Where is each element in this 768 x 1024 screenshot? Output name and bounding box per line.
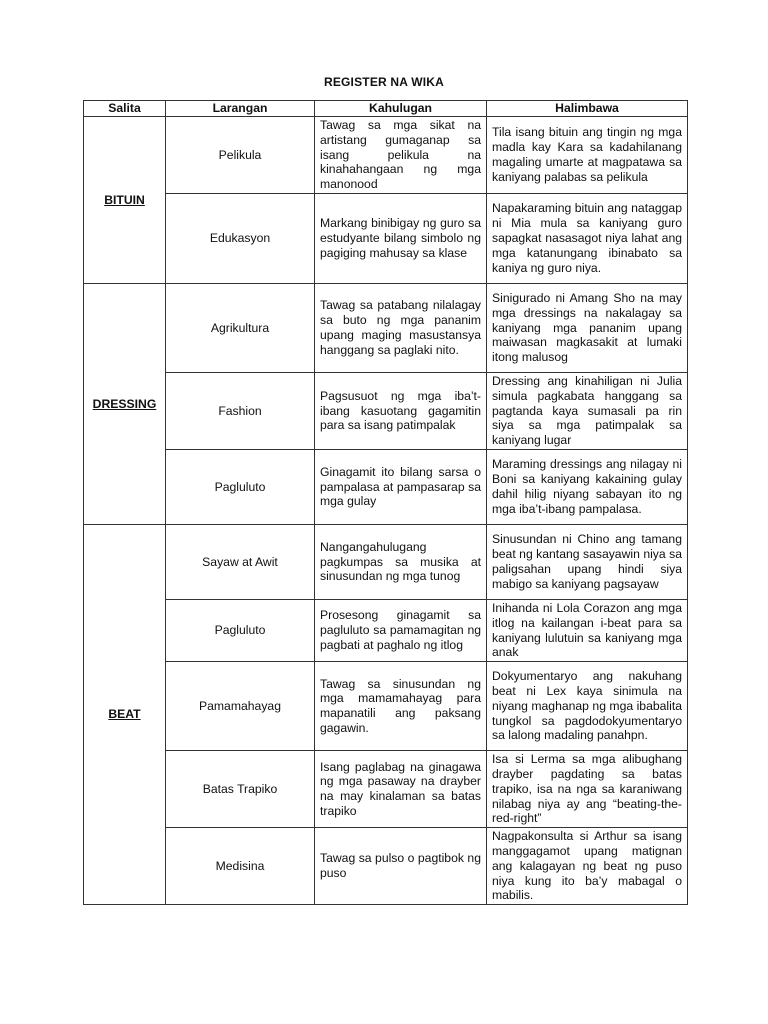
- word-cell: BITUIN: [84, 117, 166, 284]
- example-cell: Maraming dressings ang nilagay ni Boni sa kaniyang kakaining gulay dahil hilig niyang sabayan ito ng mga iba’t-ibang pampalasa.: [487, 449, 688, 524]
- field-cell: Pagluluto: [166, 599, 315, 661]
- example-cell: Sinigurado ni Amang Sho na may mga dressings na nakalagay sa kaniyang mga pananim upang maiwasan magkasakit at lumaki itong malusog: [487, 283, 688, 372]
- field-cell: Fashion: [166, 372, 315, 449]
- document-title: REGISTER NA WIKA: [323, 75, 445, 89]
- field-cell: Pagluluto: [166, 449, 315, 524]
- header-row: [84, 101, 688, 117]
- header-kahulugan: Kahulugan: [315, 101, 487, 117]
- table-row: [84, 751, 688, 828]
- table-header: [84, 101, 688, 117]
- word-cell: BEAT: [84, 524, 166, 904]
- meaning-cell: Isang paglabag na ginagawa ng mga pasaway na drayber na may kinalaman sa batas trapiko: [315, 751, 487, 828]
- table-row: [84, 117, 688, 194]
- header-larangan: Larangan: [166, 101, 315, 117]
- field-cell: Pamamahayag: [166, 662, 315, 751]
- meaning-cell: Markang binibigay ng guro sa estudyante bilang simbolo ng pagiging mahusay sa klase: [315, 193, 487, 283]
- example-cell: Isa si Lerma sa mga alibughang drayber pagdating sa batas trapiko, isa na nga sa karaniwang nilabag niya ay ang “beating-the-red-right”: [487, 751, 688, 828]
- table-row: [84, 193, 688, 283]
- meaning-cell: Prosesong ginagamit sa pagluluto sa pamamagitan ng pagbati at paghalo ng itlog: [315, 599, 487, 661]
- field-cell: Pelikula: [166, 117, 315, 194]
- example-cell: Tila isang bituin ang tingin ng mga madla kay Kara sa kadahilanang magaling umarte at magpatawa sa kaniyang palabas sa pelikula: [487, 117, 688, 194]
- table-row: [84, 599, 688, 661]
- meaning-cell: Nangangahulugang pagkumpas sa musika at sinusundan ng mga tunog: [315, 524, 487, 599]
- table-row: [84, 524, 688, 599]
- header-halimbawa: Halimbawa: [487, 101, 688, 117]
- word-cell: DRESSING: [84, 283, 166, 524]
- field-cell: Agrikultura: [166, 283, 315, 372]
- meaning-cell: Ginagamit ito bilang sarsa o pampalasa at pampasarap sa mga gulay: [315, 449, 487, 524]
- meaning-cell: Tawag sa sinusundan ng mga mamamahayag para mapanatili ang paksang gagawin.: [315, 662, 487, 751]
- example-cell: Inihanda ni Lola Corazon ang mga itlog na kailangan i-beat para sa kaniyang lulutuin sa kaniyang mga anak: [487, 599, 688, 661]
- meaning-cell: Tawag sa mga sikat na artistang gumaganap sa isang pelikula na kinahahangaan ng mga manonood: [315, 117, 487, 194]
- register-table: [83, 100, 688, 905]
- table-body: [84, 117, 688, 905]
- field-cell: Batas Trapiko: [166, 751, 315, 828]
- table-row: [84, 283, 688, 372]
- table-row: [84, 828, 688, 905]
- table-row: [84, 662, 688, 751]
- header-salita: Salita: [84, 101, 166, 117]
- example-cell: Napakaraming bituin ang nataggap ni Mia mula sa kaniyang guro sapagkat nasasagot niya lahat ang mga katanungang ibinabato sa kaniya ng guro niya.: [487, 193, 688, 283]
- example-cell: Sinusundan ni Chino ang tamang beat ng kantang sasayawin niya sa paligsahan upang hindi siya mabigo sa kaniyang pagsayaw: [487, 524, 688, 599]
- field-cell: Edukasyon: [166, 193, 315, 283]
- field-cell: Sayaw at Awit: [166, 524, 315, 599]
- field-cell: Medisina: [166, 828, 315, 905]
- table-row: [84, 372, 688, 449]
- example-cell: Nagpakonsulta si Arthur sa isang manggagamot upang matignan ang kalagayan ng beat ng puso niya kung ito ba’y mabagal o mabilis.: [487, 828, 688, 905]
- table-row: [84, 449, 688, 524]
- meaning-cell: Tawag sa pulso o pagtibok ng puso: [315, 828, 487, 905]
- meaning-cell: Tawag sa patabang nilalagay sa buto ng mga pananim upang maging masustansya hanggang sa paglaki nito.: [315, 283, 487, 372]
- meaning-cell: Pagsusuot ng mga iba’t-ibang kasuotang gagamitin para sa isang patimpalak: [315, 372, 487, 449]
- example-cell: Dokyumentaryo ang nakuhang beat ni Lex kaya sinimula na niyang maghanap ng mga ibabalita tungkol sa pagdodokyumentaryo sa lalong madaling panahpn.: [487, 662, 688, 751]
- example-cell: Dressing ang kinahiligan ni Julia simula pagkabata hanggang sa pagtanda kaya sumasali pa rin siya sa mga patimpalak sa kaniyang lugar: [487, 372, 688, 449]
